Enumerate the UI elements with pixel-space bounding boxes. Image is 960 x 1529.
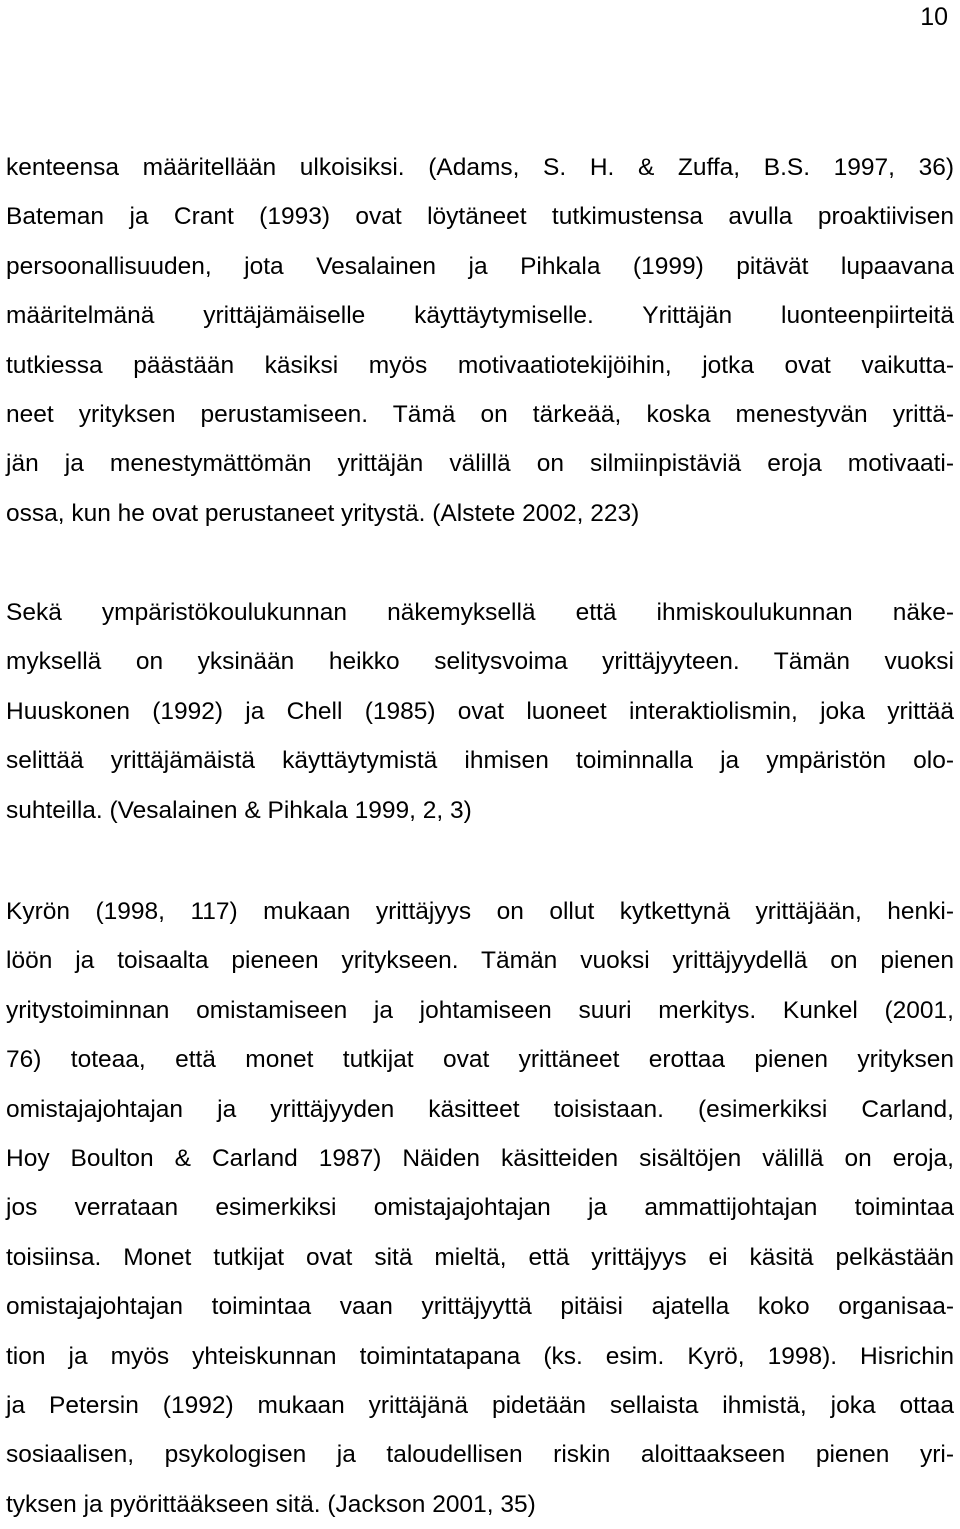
text-line: Hoy Boulton & Carland 1987) Näiden käsitteiden sisältöjen välillä on eroja, <box>6 1144 954 1172</box>
text-line: neet yrityksen perustamiseen. Tämä on tärkeää, koska menestyvän yrittä- <box>6 400 954 428</box>
text-line: tutkiessa päästään käsiksi myös motivaatiotekijöihin, jotka ovat vaikutta- <box>6 351 954 379</box>
text-line: omistajajohtajan ja yrittäjyyden käsitteet toisistaan. (esimerkiksi Carland, <box>6 1095 954 1123</box>
text-line: omistajajohtajan toimintaa vaan yrittäjyyttä pitäisi ajatella koko organisaa- <box>6 1293 954 1321</box>
text-line: toisiinsa. Monet tutkijat ovat sitä mieltä, että yrittäjyys ei käsitä pelkästään <box>6 1243 954 1271</box>
paragraph-3 <box>6 887 954 1529</box>
text-line: määritelmänä yrittäjämäiselle käyttäytymiselle. Yrittäjän luonteenpiirteitä <box>6 302 954 330</box>
text-line: suhteilla. (Vesalainen & Pihkala 1999, 2, 3) <box>6 796 472 824</box>
text-line: tion ja myös yhteiskunnan toimintatapana (ks. esim. Kyrö, 1998). Hisrichin <box>6 1342 954 1370</box>
text-line: Bateman ja Crant (1993) ovat löytäneet tutkimustensa avulla proaktiivisen <box>6 203 954 231</box>
text-line: selittää yrittäjämäistä käyttäytymistä ihmisen toiminnalla ja ympäristön olo- <box>6 747 954 775</box>
text-line: 76) toteaa, että monet tutkijat ovat yrittäneet erottaa pienen yrityksen <box>6 1046 954 1074</box>
paragraph-1 <box>6 143 954 538</box>
text-line: yritystoiminnan omistamiseen ja johtamiseen suuri merkitys. Kunkel (2001, <box>6 996 954 1024</box>
paragraph-2 <box>6 588 954 835</box>
text-line: löön ja toisaalta pieneen yritykseen. Tämän vuoksi yrittäjyydellä on pienen <box>6 947 954 975</box>
text-line: Sekä ympäristökoulukunnan näkemyksellä että ihmiskoulukunnan näke- <box>6 599 954 626</box>
text-line: persoonallisuuden, jota Vesalainen ja Pihkala (1999) pitävät lupaavana <box>6 252 954 280</box>
text-line: Kyrön (1998, 117) mukaan yrittäjyys on ollut kytkettynä yrittäjään, henki- <box>6 898 954 925</box>
text-line: Huuskonen (1992) ja Chell (1985) ovat luoneet interaktiolismin, joka yrittää <box>6 697 954 725</box>
page-number: 10 <box>920 3 948 31</box>
text-line: myksellä on yksinään heikko selitysvoima yrittäjyyteen. Tämän vuoksi <box>6 648 954 676</box>
text-line: ja Petersin (1992) mukaan yrittäjänä pidetään sellaista ihmistä, joka ottaa <box>6 1391 954 1419</box>
text-line: tyksen ja pyörittääkseen sitä. (Jackson 2001, 35) <box>6 1490 536 1518</box>
text-line: sosiaalisen, psykologisen ja taloudellisen riskin aloittaakseen pienen yri- <box>6 1441 954 1469</box>
text-line: kenteensa määritellään ulkoisiksi. (Adams, S. H. & Zuffa, B.S. 1997, 36) <box>6 154 954 181</box>
text-line: ossa, kun he ovat perustaneet yritystä. (Alstete 2002, 223) <box>6 499 640 527</box>
text-line: jos verrataan esimerkiksi omistajajohtajan ja ammattijohtajan toimintaa <box>6 1194 954 1222</box>
text-line: jän ja menestymättömän yrittäjän välillä on silmiinpistäviä eroja motivaati- <box>6 450 954 478</box>
